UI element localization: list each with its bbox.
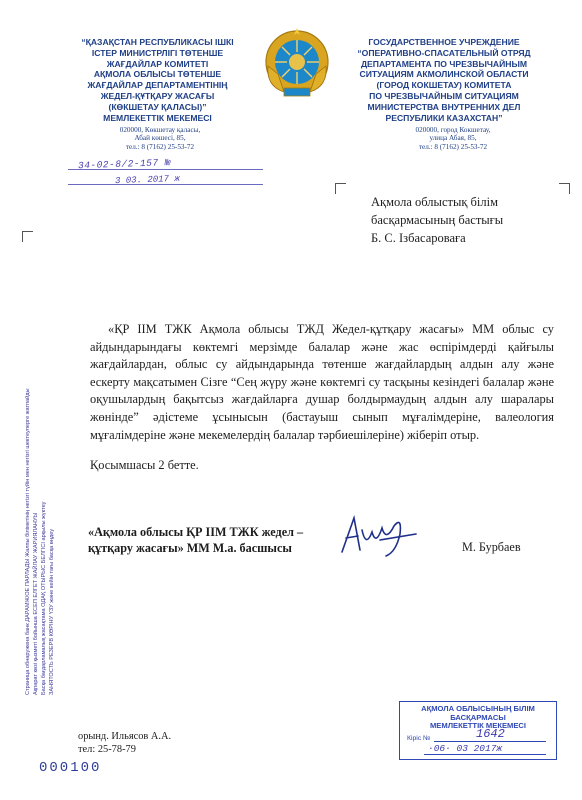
address-ru (393, 126, 513, 151)
signatory-role: «Ақмола облысы ҚР ІІМ ТЖК жедел – құтқару жасағы» ММ М.а. басшысы (88, 525, 304, 555)
incoming-stamp (399, 701, 557, 760)
letter-body: «ҚР ІІМ ТЖК Ақмола облысы ТЖД Жедел-құтқару жасағы» ММ облыс су айдындарындағы көктемгі мерзімде балалар және жас өспірімдерді қайғылы жағдайлардан, облыс су айдындарында төтенше жағдайлардың алдын алу және ескерту мақсатымен Сізге “Сең жүру және көктемгі су тасқыны кезіндегі балалар және оқушылардың бақытсыз жағдайларға душар болдырмаудың алдын алу шаралары жөнінде” әдістеме ұсынысын (бастауыш сынып мұғалімдеріне, валеология мұғалімдеріне және мекемелердің балалар тәрбиешілеріне) жіберіп отыр. (90, 322, 554, 442)
side-text-line: Ақпарат көзі қызметі бойынша ЕСЕП ЕЛГЕТ ЖАЙЛАУ ЖАРИЯЛАНУЫ (33, 512, 39, 695)
header-ru-line: РЕСПУБЛИКИ КАЗАХСТАН” (385, 112, 503, 123)
stamp-org-line: МЕМЛЕКЕТТІК МЕКЕМЕСІ (429, 721, 527, 731)
serial-number: 000100 (39, 760, 102, 776)
header-kz-line: ЖАҒДАЙЛАР КОМИТЕТІ (106, 58, 209, 69)
executor-block (78, 730, 171, 756)
address-line: тел.: 8 (7162) 25-53-72 (418, 142, 488, 151)
header-ru-line: (ГОРОД КОКШЕТАУ) КОМИТЕТА (376, 80, 512, 91)
header-kz-line: АҚМОЛА ОБЛЫСЫ ТӨТЕНШЕ (93, 69, 222, 80)
side-register-stamp (15, 300, 85, 700)
side-text-line: Страница обнаружена банк ДАРАМЖ/ОЕ ПАРЛАДЫ Жалпы біліметiнiң негiзгi түйiн мен негiзгi шектеулерге жатпайды (25, 388, 31, 695)
header-kz-line: ІСТЕР МИНИСТРЛІГІ ТӨТЕНШЕ (91, 47, 224, 58)
header-ru-line: ПО ЧРЕЗВЫЧАЙНЫМ СИТУАЦИЯМ (369, 90, 519, 101)
stamp-date: ·06· 03 2017ж (428, 743, 503, 754)
address-line: тел.: 8 (7162) 25-53-72 (125, 142, 195, 151)
signatory-name: М. Бурбаев (462, 540, 521, 554)
address-line: улица Абая, 85, (429, 134, 477, 143)
registration-number: 34-02-8/2-157 № (77, 156, 172, 172)
header-ru-line: ДЕПАРТАМЕНТА ПО ЧРЕЗВЫЧАЙНЫМ (360, 58, 528, 69)
header-kz-line: МЕМЛЕКЕТТІК МЕКЕМЕСІ (103, 112, 212, 123)
header-kz-line: (КӨКШЕТАУ ҚАЛАСЫ)” (108, 101, 207, 112)
recipient-line: басқармасының бастығы (371, 213, 504, 227)
stamp-org-line: БАСҚАРМАСЫ (450, 712, 506, 722)
stamp-kiris-number: 1642 (476, 727, 505, 741)
header-kz-line: ЖАҒДАЙЛАР ДЕПАРТАМЕНТІНІҢ (87, 80, 228, 91)
header-kz (50, 37, 265, 123)
header-ru-line: “ОПЕРАТИВНО-СПАСАТЕЛЬНЫЙ ОТРЯД (357, 47, 531, 58)
stamp-kiris-label: Кіріс № (407, 735, 431, 742)
header-ru (334, 37, 554, 123)
recipient-line: Ақмола облыстық білім (371, 195, 499, 209)
address-line: 020000, город Кокшетау, (415, 126, 491, 134)
stamp-line (434, 741, 546, 742)
executor-phone: тел: 25-78-79 (78, 744, 136, 755)
address-line: 020000, Көкшетау қаласы, (119, 126, 201, 134)
corner-mark (335, 183, 346, 194)
address-kz (100, 126, 220, 151)
handwritten-signature-icon (336, 512, 422, 562)
side-text-line: ЗАНЯТОСТЬ РЕЗЕРВ КӨРІНУ ҮЗУ және кейін тағы басқа өңдеу (49, 528, 55, 695)
header-ru-line: СИТУАЦИЯМ АКМОЛИНСКОЙ ОБЛАСТИ (359, 69, 529, 80)
executor-name: орынд. Ильясов А.А. (78, 731, 172, 742)
recipient-line: Б. С. Ізбасароваға (371, 231, 466, 245)
header-ru-line: МИНИСТЕРСТВА ВНУТРЕННИХ ДЕЛ (367, 101, 521, 112)
attachment-note: Қосымшасы 2 бетте. (90, 458, 199, 472)
registration-date: 3 03. 2017 ж (114, 173, 180, 187)
header-kz-line: “ҚАЗАҚСТАН РЕСПУБЛИКАСЫ ІШКІ (81, 37, 234, 47)
state-emblem-icon (264, 26, 330, 100)
recipient-block (371, 193, 561, 247)
stamp-line (424, 754, 546, 755)
header-kz-line: ЖЕДЕЛ-ҚҰТҚАРУ ЖАСАҒЫ (100, 90, 215, 101)
header-ru-line: ГОСУДАРСТВЕННОЕ УЧРЕЖДЕНИЕ (368, 37, 520, 47)
side-text-line: Басқа бағдарламалық жасақтама ОДАҚ ОТЫРЫС БЕЛГІСІ арқылы жүктеу (41, 501, 47, 695)
stamp-org-line: АҚМОЛА ОБЛЫСЫНЫҢ БІЛІМ (421, 704, 535, 713)
corner-mark (22, 231, 33, 242)
address-line: Абай көшесі, 85, (134, 134, 186, 143)
